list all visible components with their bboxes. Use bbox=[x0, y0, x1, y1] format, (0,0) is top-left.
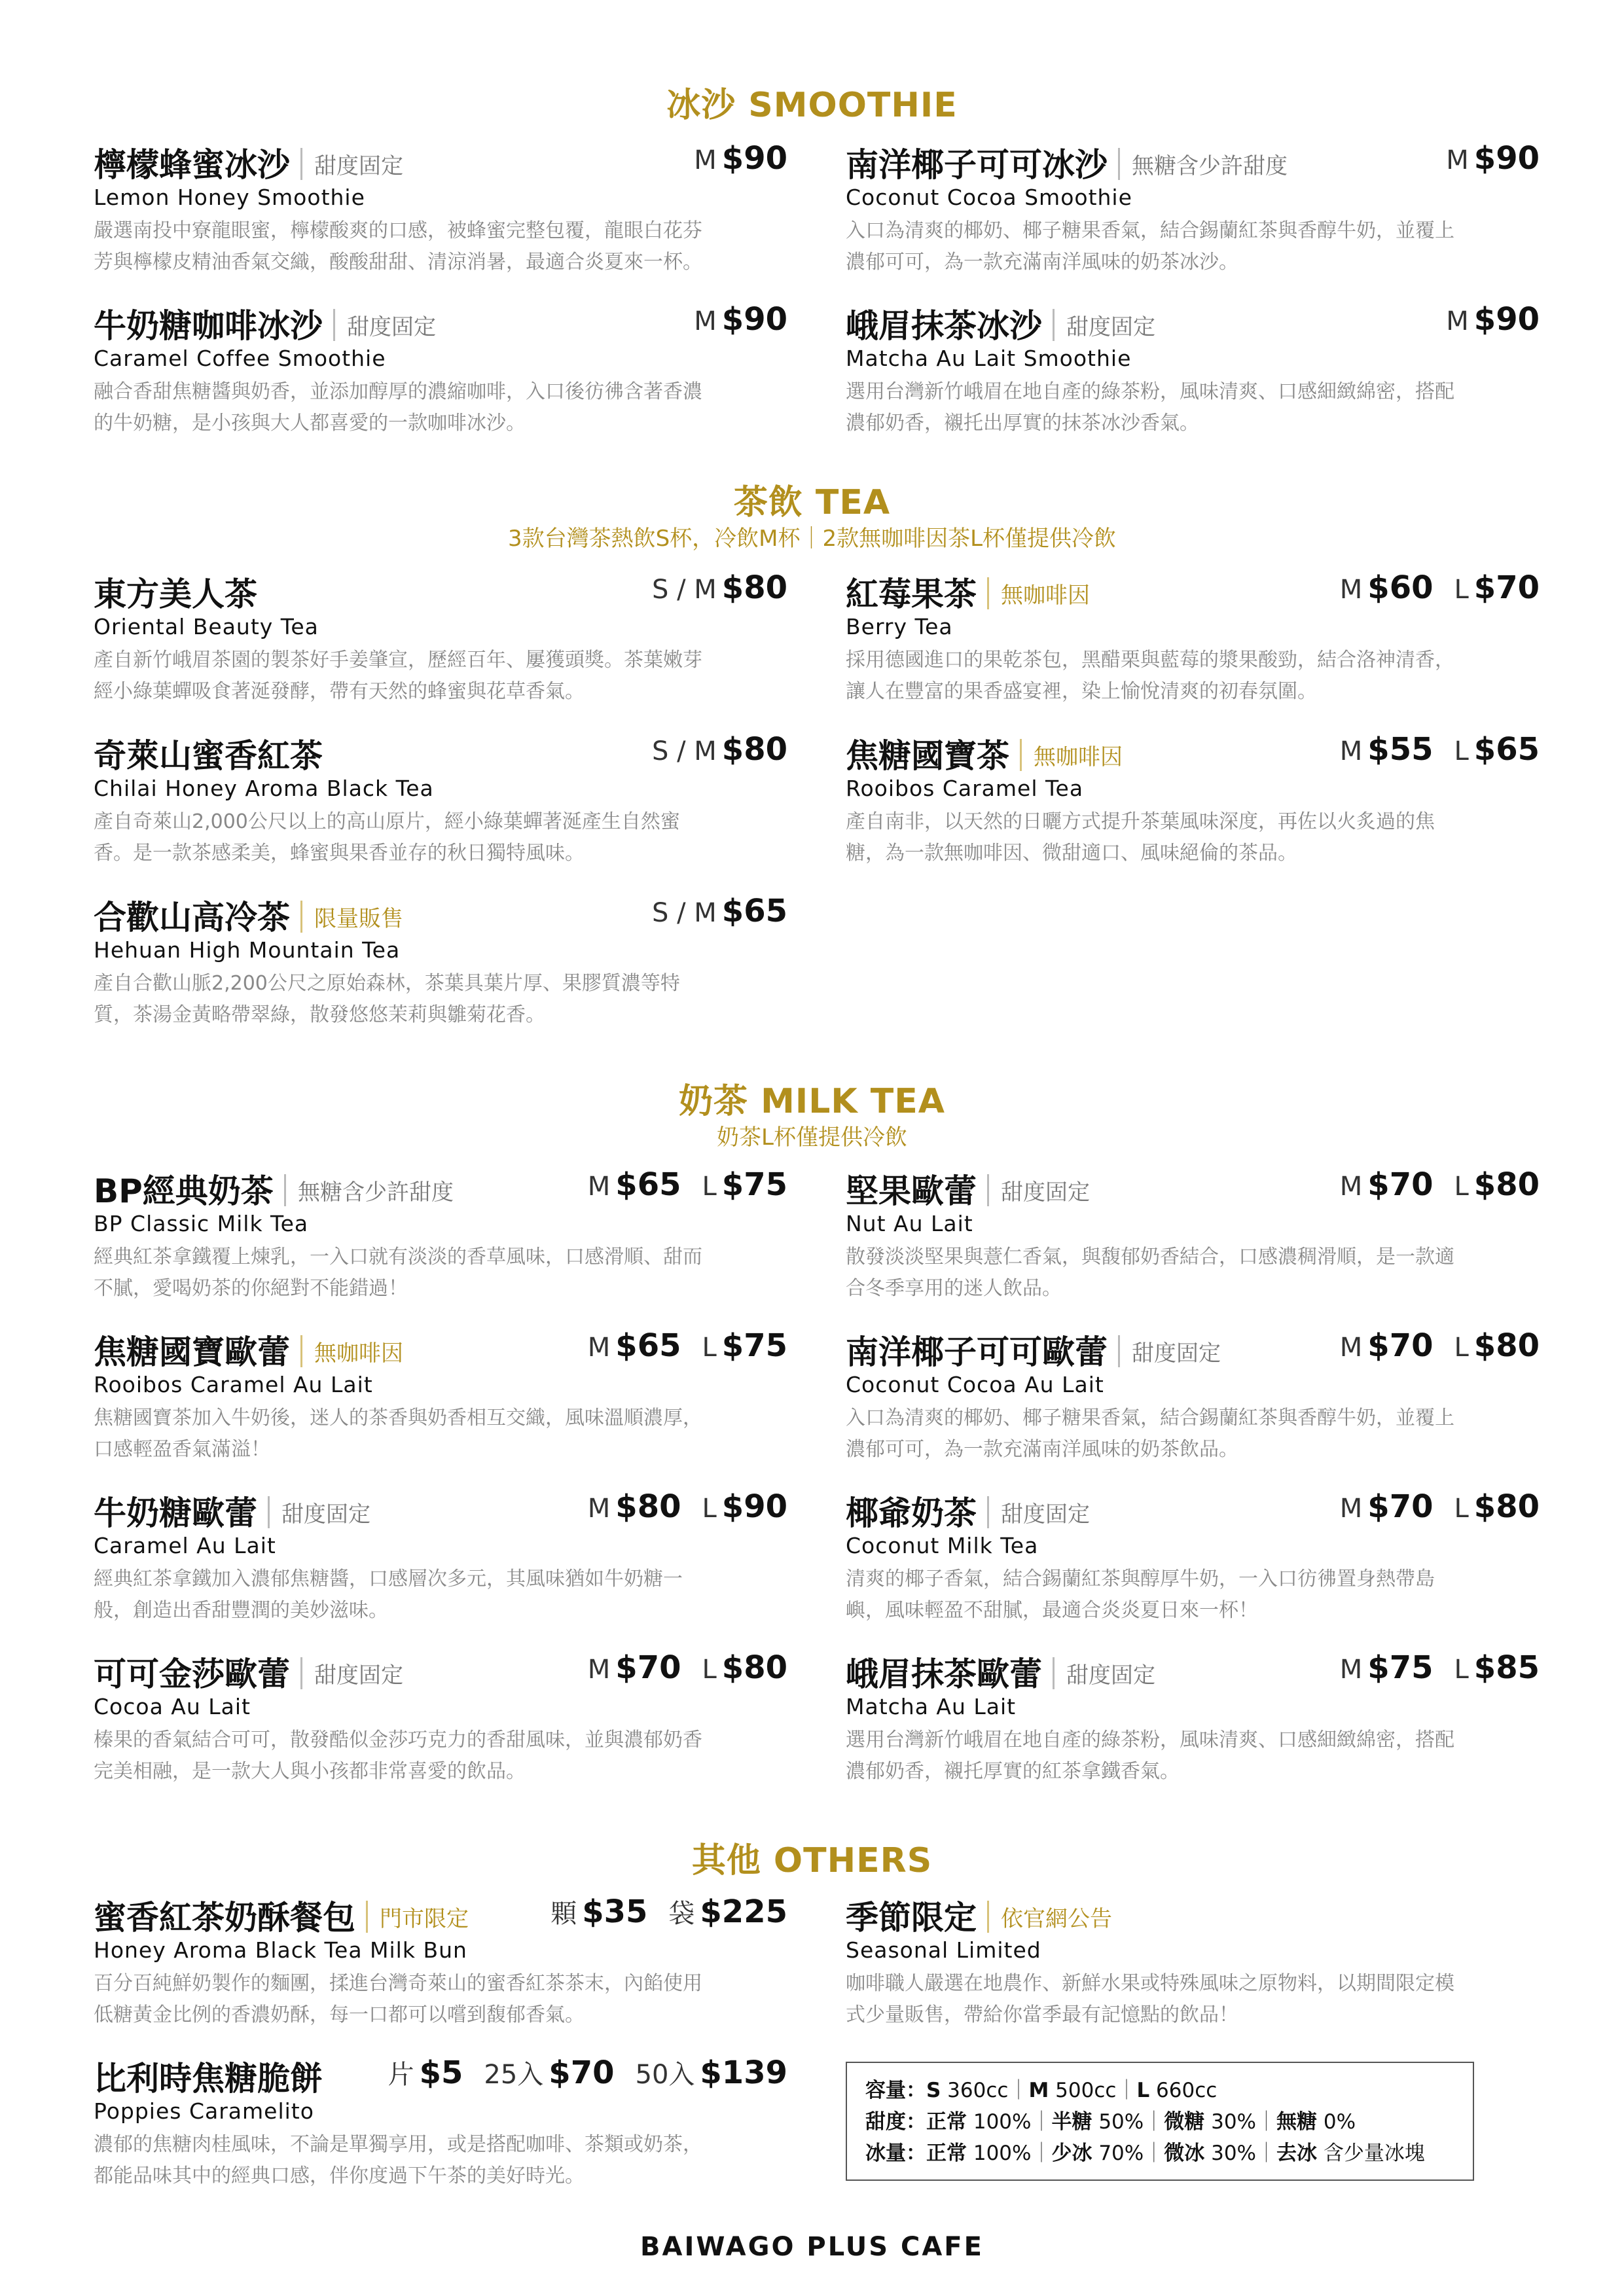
menu-item-english-name: Berry Tea bbox=[846, 614, 953, 639]
menu-item-header bbox=[94, 300, 787, 346]
menu-item-note: 無咖啡因 bbox=[300, 1335, 403, 1367]
description-line: 低糖黃金比例的香濃奶酥，每一口都可以嚐到馥郁香氣。 bbox=[94, 2003, 585, 2026]
menu-item-description bbox=[94, 968, 787, 1031]
menu-item-name: 峨眉抹茶歐蕾 bbox=[846, 1655, 1042, 1693]
description-line: 經典紅茶拿鐵覆上煉乳，一入口就有淡淡的香草風味，口感滑順、甜而 bbox=[94, 1246, 702, 1268]
menu-item-english-name: Oriental Beauty Tea bbox=[94, 614, 319, 639]
description-line: 選用台灣新竹峨眉在地自產的綠茶粉，風味清爽、口感細緻綿密，搭配 bbox=[846, 380, 1454, 403]
menu-item-english-name: Lemon Honey Smoothie bbox=[94, 185, 365, 210]
menu-item-description bbox=[846, 376, 1540, 439]
menu-item-header bbox=[94, 568, 787, 614]
section-subtitle-tea: 3款台灣茶熱飲S杯，冷飲M杯｜2款無咖啡因茶L杯僅提供冷飲 bbox=[507, 526, 1117, 552]
size-label: 50入 bbox=[635, 2060, 695, 2090]
price-value: $90 bbox=[1473, 301, 1540, 338]
menu-item-name: 堅果歐蕾 bbox=[846, 1172, 977, 1210]
menu-item-name: 紅莓果茶 bbox=[846, 575, 977, 613]
description-line: 糖，為一款無咖啡因、微甜適口、風味絕倫的茶品。 bbox=[846, 842, 1297, 865]
size-label: L bbox=[1454, 1333, 1469, 1363]
size-label: L bbox=[1454, 736, 1469, 766]
menu-item-price bbox=[652, 569, 787, 606]
description-line: 產自南非，以天然的日曬方式提升茶葉風味深度，再佐以火炙過的焦 bbox=[846, 810, 1435, 833]
menu-item-english-name: Caramel Au Lait bbox=[94, 1533, 276, 1558]
description-line: 質，茶湯金黃略帶翠綠，散發悠悠茉莉與雛菊花香。 bbox=[94, 1003, 545, 1026]
price-value: $90 bbox=[1473, 140, 1540, 177]
menu-item-name: 牛奶糖歐蕾 bbox=[94, 1494, 257, 1532]
menu-item-note: 甜度固定 bbox=[987, 1174, 1090, 1206]
menu-item-header bbox=[846, 568, 1540, 614]
menu-item-name: 焦糖國寶歐蕾 bbox=[94, 1333, 290, 1371]
size-label: M bbox=[694, 306, 717, 336]
menu-item bbox=[94, 1487, 787, 1626]
description-line: 口感輕盈香氣滿溢！ bbox=[94, 1438, 270, 1461]
menu-item-description bbox=[94, 1242, 787, 1304]
price-value: $90 bbox=[721, 301, 787, 338]
menu-item bbox=[94, 300, 787, 439]
menu-item bbox=[846, 1648, 1540, 1787]
menu-item-note: 無咖啡因 bbox=[1020, 739, 1123, 771]
info-label: 冰量： bbox=[865, 2142, 926, 2165]
info-label: 容量： bbox=[865, 2079, 926, 2102]
size-label: L bbox=[1454, 1494, 1469, 1524]
info-label: M bbox=[1028, 2079, 1049, 2102]
price-value: $70 bbox=[1367, 1166, 1434, 1203]
menu-item-price bbox=[588, 1488, 787, 1525]
menu-item-header bbox=[94, 1892, 787, 1937]
menu-item-name: 焦糖國寶茶 bbox=[846, 737, 1009, 775]
description-line: 清爽的椰子香氣，結合錫蘭紅茶與醇厚牛奶，一入口彷彿置身熱帶島 bbox=[846, 1568, 1435, 1590]
menu-item-english-name: Rooibos Caramel Tea bbox=[846, 776, 1084, 801]
price-value: $80 bbox=[721, 569, 787, 606]
description-line: 嶼，風味輕盈不甜膩，最適合炎炎夏日來一杯！ bbox=[846, 1599, 1258, 1622]
info-label: 無糖 bbox=[1276, 2110, 1318, 2134]
price-value: $80 bbox=[721, 731, 787, 768]
size-label: L bbox=[702, 1494, 717, 1524]
menu-item-header bbox=[846, 139, 1540, 185]
menu-item-price bbox=[588, 1166, 787, 1203]
info-label: 去冰 bbox=[1276, 2142, 1318, 2165]
section-title-tea: 茶飲 TEA bbox=[733, 483, 891, 522]
menu-item bbox=[94, 1892, 787, 2031]
menu-item-note: 無糖含少許甜度 bbox=[284, 1174, 454, 1206]
price-value: $225 bbox=[700, 1893, 787, 1930]
menu-item-name: 可可金莎歐蕾 bbox=[94, 1655, 290, 1693]
size-label: S / M bbox=[651, 575, 717, 605]
menu-item-header bbox=[94, 891, 787, 937]
price-value: $65 bbox=[615, 1327, 681, 1364]
menu-item-english-name: Coconut Cocoa Smoothie bbox=[846, 185, 1132, 210]
menu-item bbox=[94, 1648, 787, 1787]
description-line: 式少量販售，帶給你當季最有記憶點的飲品！ bbox=[846, 2003, 1238, 2026]
menu-item-price bbox=[1340, 1649, 1540, 1686]
menu-item-description bbox=[846, 1242, 1540, 1304]
info-label: 正常 bbox=[926, 2142, 967, 2165]
menu-item-description bbox=[94, 1564, 787, 1626]
menu-item-english-name: Coconut Milk Tea bbox=[846, 1533, 1039, 1558]
menu-item-header bbox=[846, 1892, 1540, 1937]
menu-item-english-name: Nut Au Lait bbox=[846, 1211, 973, 1236]
menu-item-name: 奇萊山蜜香紅茶 bbox=[94, 737, 323, 775]
menu-item-english-name: BP Classic Milk Tea bbox=[94, 1211, 309, 1236]
description-line: 濃郁可可，為一款充滿南洋風味的奶茶冰沙。 bbox=[846, 251, 1238, 274]
size-label: L bbox=[1454, 1172, 1469, 1202]
size-label: S / M bbox=[651, 736, 717, 766]
price-value: $70 bbox=[549, 2054, 615, 2091]
menu-item-price bbox=[550, 1893, 787, 1930]
info-label: S bbox=[926, 2079, 941, 2102]
price-value: $5 bbox=[419, 2054, 463, 2091]
menu-item-header bbox=[846, 1165, 1540, 1211]
menu-item-price bbox=[694, 140, 787, 177]
menu-item-note: 無糖含少許甜度 bbox=[1118, 148, 1288, 180]
description-line: 散發淡淡堅果與薏仁香氣，與馥郁奶香結合，口感濃稠滑順，是一款適 bbox=[846, 1246, 1454, 1268]
menu-item-note: 甜度固定 bbox=[300, 1657, 403, 1689]
menu-item-header bbox=[846, 730, 1540, 776]
description-line: 入口為清爽的椰奶、椰子糖果香氣，結合錫蘭紅茶與香醇牛奶，並覆上 bbox=[846, 219, 1454, 242]
section-title-smoothie: 冰沙 SMOOTHIE bbox=[666, 86, 958, 125]
price-value: $80 bbox=[1473, 1166, 1540, 1203]
description-line: 產自奇萊山2,000公尺以上的高山原片，經小綠葉蟬著涎產生自然蜜 bbox=[94, 810, 680, 833]
menu-item-english-name: Rooibos Caramel Au Lait bbox=[94, 1372, 373, 1397]
info-value: 0% bbox=[1317, 2110, 1356, 2134]
menu-item-description bbox=[846, 1403, 1540, 1465]
info-value: 500cc bbox=[1049, 2079, 1117, 2102]
menu-item-header bbox=[846, 300, 1540, 346]
section-title-others: 其他 OTHERS bbox=[691, 1841, 933, 1880]
info-label: 甜度： bbox=[865, 2110, 926, 2134]
size-label: M bbox=[587, 1172, 611, 1202]
menu-item bbox=[846, 300, 1540, 439]
info-label: 微糖 bbox=[1164, 2110, 1205, 2134]
price-value: $75 bbox=[1367, 1649, 1434, 1686]
menu-item-price bbox=[652, 731, 787, 768]
description-line: 產自新竹峨眉茶園的製茶好手姜肇宣，歷經百年、屢獲頭獎。茶葉嫩芽 bbox=[94, 649, 702, 672]
menu-item bbox=[846, 730, 1540, 869]
price-value: $70 bbox=[615, 1649, 681, 1686]
description-line: 芳與檸檬皮精油香氣交織，酸酸甜甜、清涼消暑，最適合炎夏來一杯。 bbox=[94, 251, 702, 274]
menu-item-note: 甜度固定 bbox=[300, 148, 403, 180]
menu-item-description bbox=[94, 645, 787, 708]
menu-item bbox=[846, 1487, 1540, 1626]
menu-item-name: 牛奶糖咖啡冰沙 bbox=[94, 307, 323, 345]
size-label: L bbox=[702, 1172, 717, 1202]
brand-footer: BAIWAGO PLUS CAFE bbox=[640, 2232, 984, 2262]
menu-item-description bbox=[94, 1725, 787, 1787]
description-line: 濃郁的焦糖肉桂風味，不論是單獨享用，或是搭配咖啡、茶類或奶茶， bbox=[94, 2133, 702, 2156]
size-label: M bbox=[587, 1333, 611, 1363]
size-label: M bbox=[1446, 145, 1469, 175]
menu-item bbox=[846, 139, 1540, 278]
info-value: 30% bbox=[1204, 2110, 1257, 2134]
info-label: 正常 bbox=[926, 2110, 967, 2134]
menu-item bbox=[94, 139, 787, 278]
menu-item-note: 甜度固定 bbox=[1053, 1657, 1155, 1689]
price-value: $65 bbox=[1473, 731, 1540, 768]
description-line: 百分百純鮮奶製作的麵團，揉進台灣奇萊山的蜜香紅茶茶末，內餡使用 bbox=[94, 1972, 702, 1995]
price-value: $85 bbox=[1473, 1649, 1540, 1686]
menu-item-note: 甜度固定 bbox=[987, 1496, 1090, 1528]
menu-item-description bbox=[94, 215, 787, 278]
menu-item-price bbox=[1446, 140, 1540, 177]
menu-item-header bbox=[94, 2053, 787, 2098]
menu-item-english-name: Matcha Au Lait bbox=[846, 1694, 1017, 1719]
menu-item-description bbox=[846, 1968, 1540, 2031]
price-value: $75 bbox=[721, 1166, 787, 1203]
price-value: $70 bbox=[1367, 1488, 1434, 1525]
price-value: $90 bbox=[721, 1488, 787, 1525]
capacity-line: 容量：S 360cc｜M 500cc｜L 660cc bbox=[865, 2079, 1218, 2102]
menu-item-english-name: Seasonal Limited bbox=[846, 1937, 1041, 1963]
info-value: 50% bbox=[1092, 2110, 1144, 2134]
size-label: 25入 bbox=[484, 2060, 544, 2090]
menu-item-header bbox=[94, 1648, 787, 1694]
menu-item-name: 比利時焦糖脆餅 bbox=[94, 2060, 323, 2098]
price-value: $65 bbox=[721, 893, 787, 929]
menu-item bbox=[94, 568, 787, 708]
price-value: $35 bbox=[582, 1893, 648, 1930]
menu-item-description bbox=[846, 1564, 1540, 1626]
menu-item bbox=[846, 1326, 1540, 1465]
menu-item-price bbox=[652, 893, 787, 929]
size-sweetness-ice-info bbox=[846, 2062, 1474, 2181]
menu-item-name: 季節限定 bbox=[846, 1899, 977, 1937]
menu-item-price bbox=[694, 301, 787, 338]
price-value: $80 bbox=[1473, 1327, 1540, 1364]
menu-item-name: 峨眉抹茶冰沙 bbox=[846, 307, 1042, 345]
size-label: S / M bbox=[651, 898, 717, 928]
section-title-milk-tea: 奶茶 MILK TEA bbox=[679, 1082, 945, 1121]
menu-item-english-name: Coconut Cocoa Au Lait bbox=[846, 1372, 1104, 1397]
description-line: 嚴選南投中寮龍眼蜜，檸檬酸爽的口感，被蜂蜜完整包覆，龍眼白花芬 bbox=[94, 219, 702, 242]
size-label: M bbox=[1339, 1333, 1363, 1363]
size-label: L bbox=[1454, 1655, 1469, 1685]
size-label: M bbox=[1339, 1494, 1363, 1524]
menu-item-name: BP經典奶茶 bbox=[94, 1172, 274, 1210]
info-value: 30% bbox=[1204, 2142, 1257, 2165]
menu-item bbox=[94, 891, 787, 1031]
description-line: 讓人在豐富的果香盛宴裡，染上愉悅清爽的初春氛圍。 bbox=[846, 680, 1317, 703]
price-value: $65 bbox=[615, 1166, 681, 1203]
menu-item-note: 依官網公告 bbox=[987, 1901, 1112, 1933]
menu-item-price bbox=[388, 2054, 787, 2091]
menu-item bbox=[94, 1165, 787, 1304]
price-value: $139 bbox=[700, 2054, 787, 2091]
info-value: 660cc bbox=[1149, 2079, 1218, 2102]
size-label: M bbox=[694, 145, 717, 175]
menu-item-price bbox=[588, 1327, 787, 1364]
menu-item-header bbox=[94, 1165, 787, 1211]
menu-item-description bbox=[94, 806, 787, 869]
menu-item-price bbox=[1340, 1327, 1540, 1364]
price-value: $80 bbox=[615, 1488, 681, 1525]
price-value: $90 bbox=[721, 140, 787, 177]
menu-item bbox=[846, 568, 1540, 708]
size-label: M bbox=[587, 1655, 611, 1685]
size-label: 片 bbox=[388, 2060, 414, 2090]
menu-item-header bbox=[94, 730, 787, 776]
sweetness-line: 甜度：正常 100%｜半糖 50%｜微糖 30%｜無糖 0% bbox=[865, 2110, 1356, 2134]
section-subtitle-milk-tea: 奶茶L杯僅提供冷飲 bbox=[717, 1124, 907, 1151]
menu-item-name: 合歡山高冷茶 bbox=[94, 899, 290, 937]
menu-item-description bbox=[94, 376, 787, 439]
description-line: 咖啡職人嚴選在地農作、新鮮水果或特殊風味之原物料，以期間限定模 bbox=[846, 1972, 1454, 1995]
description-line: 經典紅茶拿鐵加入濃郁焦糖醬，口感層次多元，其風味猶如牛奶糖一 bbox=[94, 1568, 683, 1590]
menu-item-note: 限量販售 bbox=[300, 901, 403, 933]
menu-item-description bbox=[846, 806, 1540, 869]
description-line: 濃郁奶香，襯托厚實的紅茶拿鐵香氣。 bbox=[846, 1760, 1180, 1783]
menu-item-description bbox=[94, 2129, 787, 2192]
menu-item bbox=[846, 1892, 1540, 2031]
price-value: $60 bbox=[1367, 569, 1434, 606]
menu-item bbox=[94, 2053, 787, 2192]
description-line: 合冬季享用的迷人飲品。 bbox=[846, 1277, 1062, 1300]
menu-item-description bbox=[846, 215, 1540, 278]
menu-item-english-name: Poppies Caramelito bbox=[94, 2098, 314, 2124]
description-line: 香。是一款茶感柔美，蜂蜜與果香並存的秋日獨特風味。 bbox=[94, 842, 585, 865]
size-label: L bbox=[702, 1333, 717, 1363]
info-value: 70% bbox=[1092, 2142, 1144, 2165]
menu-item-header bbox=[846, 1326, 1540, 1372]
menu-item-name: 檸檬蜂蜜冰沙 bbox=[94, 146, 290, 184]
menu-item-english-name: Cocoa Au Lait bbox=[94, 1694, 251, 1719]
info-label: 微冰 bbox=[1164, 2142, 1205, 2165]
menu-item-description bbox=[94, 1968, 787, 2031]
menu-item-english-name: Chilai Honey Aroma Black Tea bbox=[94, 776, 434, 801]
size-label: M bbox=[1339, 736, 1363, 766]
menu-item-name: 南洋椰子可可歐蕾 bbox=[846, 1333, 1108, 1371]
description-line: 產自合歡山脈2,200公尺之原始森林，茶葉具葉片厚、果膠質濃等特 bbox=[94, 972, 680, 995]
menu-item-description bbox=[846, 645, 1540, 708]
menu-item bbox=[94, 730, 787, 869]
description-line: 經小綠葉蟬吸食著涎發酵，帶有天然的蜂蜜與花草香氣。 bbox=[94, 680, 585, 703]
menu-item-name: 椰爺奶茶 bbox=[846, 1494, 977, 1532]
description-line: 濃郁奶香，襯托出厚實的抹茶冰沙香氣。 bbox=[846, 412, 1199, 435]
menu-item-english-name: Matcha Au Lait Smoothie bbox=[846, 346, 1132, 371]
size-label: 袋 bbox=[668, 1899, 695, 1929]
price-value: $70 bbox=[1367, 1327, 1434, 1364]
menu-item-name: 蜜香紅茶奶酥餐包 bbox=[94, 1899, 355, 1937]
description-line: 不膩，愛喝奶茶的你絕對不能錯過！ bbox=[94, 1277, 408, 1300]
info-label: 少冰 bbox=[1051, 2142, 1092, 2165]
description-line: 完美相融，是一款大人與小孩都非常喜愛的飲品。 bbox=[94, 1760, 526, 1783]
menu-item-english-name: Hehuan High Mountain Tea bbox=[94, 937, 401, 963]
menu-item-description bbox=[94, 1403, 787, 1465]
menu-item-price bbox=[1446, 301, 1540, 338]
description-line: 融合香甜焦糖醬與奶香，並添加醇厚的濃縮咖啡，入口後彷彿含著香濃 bbox=[94, 380, 702, 403]
menu-item-price bbox=[1340, 1166, 1540, 1203]
info-value: 100% bbox=[967, 2110, 1032, 2134]
menu-item-price bbox=[1340, 569, 1540, 606]
info-value: 含少量冰塊 bbox=[1317, 2142, 1425, 2165]
menu-item bbox=[846, 1165, 1540, 1304]
info-label: 半糖 bbox=[1051, 2110, 1092, 2134]
description-line: 般，創造出香甜豐潤的美妙滋味。 bbox=[94, 1599, 388, 1622]
menu-item-note: 甜度固定 bbox=[333, 309, 436, 341]
description-line: 榛果的香氣結合可可，散發酷似金莎巧克力的香甜風味，並與濃郁奶香 bbox=[94, 1729, 702, 1751]
info-value: 360cc bbox=[941, 2079, 1009, 2102]
description-line: 採用德國進口的果乾茶包，黑醋栗與藍莓的漿果酸勁，結合洛神清香， bbox=[846, 649, 1454, 672]
ice-line: 冰量：正常 100%｜少冰 70%｜微冰 30%｜去冰 含少量冰塊 bbox=[865, 2142, 1425, 2165]
menu-item-note: 甜度固定 bbox=[1053, 309, 1155, 341]
price-value: $55 bbox=[1367, 731, 1434, 768]
size-label: M bbox=[1446, 306, 1469, 336]
info-label: L bbox=[1136, 2079, 1150, 2102]
menu-item-english-name: Honey Aroma Black Tea Milk Bun bbox=[94, 1937, 467, 1963]
price-value: $70 bbox=[1473, 569, 1540, 606]
description-line: 都能品味其中的經典口感，伴你度過下午茶的美好時光。 bbox=[94, 2164, 585, 2187]
size-label: M bbox=[587, 1494, 611, 1524]
menu-item-note: 甜度固定 bbox=[268, 1496, 370, 1528]
menu-item-header bbox=[846, 1487, 1540, 1533]
description-line: 的牛奶糖，是小孩與大人都喜愛的一款咖啡冰沙。 bbox=[94, 412, 526, 435]
size-label: M bbox=[1339, 1172, 1363, 1202]
menu-item-header bbox=[94, 139, 787, 185]
menu-item-header bbox=[846, 1648, 1540, 1694]
price-value: $80 bbox=[1473, 1488, 1540, 1525]
price-value: $80 bbox=[721, 1649, 787, 1686]
menu-item-price bbox=[1340, 731, 1540, 768]
menu-item-name: 南洋椰子可可冰沙 bbox=[846, 146, 1108, 184]
menu-item-price bbox=[1340, 1488, 1540, 1525]
size-label: L bbox=[702, 1655, 717, 1685]
menu-item bbox=[94, 1326, 787, 1465]
menu-item-header bbox=[94, 1487, 787, 1533]
menu-item-note: 門市限定 bbox=[366, 1901, 469, 1933]
menu-item-note: 甜度固定 bbox=[1118, 1335, 1221, 1367]
size-label: L bbox=[1454, 575, 1469, 605]
description-line: 入口為清爽的椰奶、椰子糖果香氣，結合錫蘭紅茶與香醇牛奶，並覆上 bbox=[846, 1407, 1454, 1429]
description-line: 焦糖國寶茶加入牛奶後，迷人的茶香與奶香相互交織，風味溫順濃厚， bbox=[94, 1407, 702, 1429]
description-line: 選用台灣新竹峨眉在地自產的綠茶粉，風味清爽、口感細緻綿密，搭配 bbox=[846, 1729, 1454, 1751]
price-value: $75 bbox=[721, 1327, 787, 1364]
size-label: M bbox=[1339, 1655, 1363, 1685]
size-label: 顆 bbox=[550, 1899, 577, 1929]
menu-item-name: 東方美人茶 bbox=[94, 575, 257, 613]
menu-item-note: 無咖啡因 bbox=[987, 577, 1090, 609]
menu-item-price bbox=[588, 1649, 787, 1686]
menu-item-description bbox=[846, 1725, 1540, 1787]
description-line: 濃郁可可，為一款充滿南洋風味的奶茶飲品。 bbox=[846, 1438, 1238, 1461]
size-label: M bbox=[1339, 575, 1363, 605]
menu-item-header bbox=[94, 1326, 787, 1372]
info-value: 100% bbox=[967, 2142, 1032, 2165]
menu-item-english-name: Caramel Coffee Smoothie bbox=[94, 346, 386, 371]
